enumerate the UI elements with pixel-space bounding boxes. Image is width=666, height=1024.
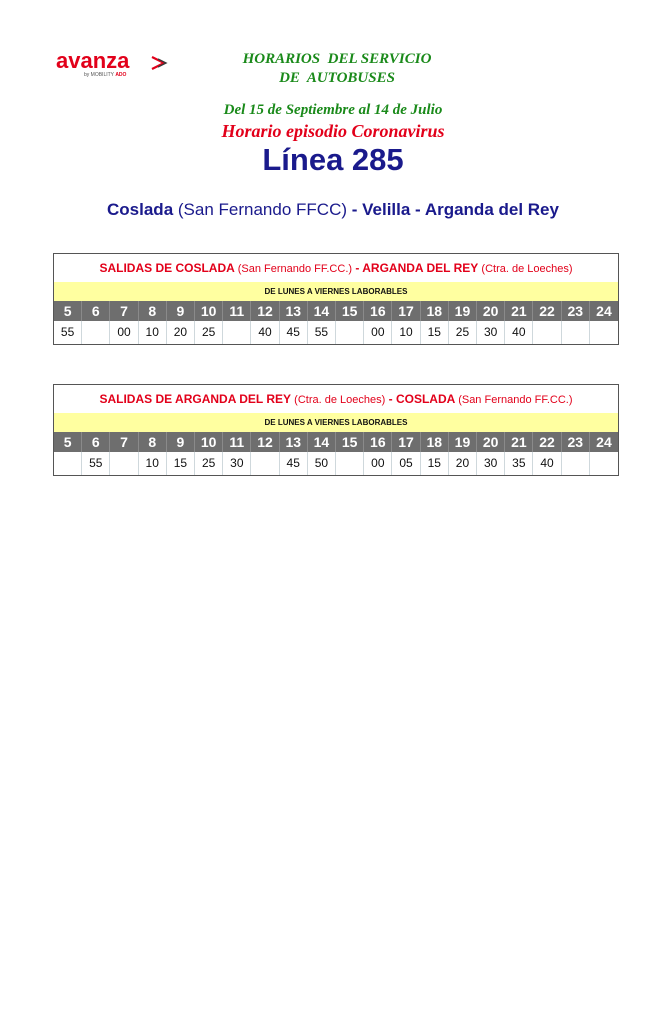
minute-cell: 50 <box>308 452 336 475</box>
route-rest: - Velilla - Arganda del Rey <box>351 200 559 219</box>
hour-cell: 18 <box>421 301 449 321</box>
hour-cell: 11 <box>223 301 251 321</box>
hour-cell: 17 <box>392 432 420 452</box>
hour-cell: 5 <box>54 432 82 452</box>
minute-cell: 10 <box>139 452 167 475</box>
minute-cell: 00 <box>364 321 392 344</box>
minute-cell <box>54 452 82 475</box>
minute-cell <box>336 452 364 475</box>
hour-cell: 10 <box>195 301 223 321</box>
timetable-destination-stop: (Ctra. de Loeches) <box>481 263 573 275</box>
service-heading <box>0 50 666 88</box>
minute-cell: 45 <box>280 452 308 475</box>
route-origin: Coslada <box>107 200 174 219</box>
hour-cell: 14 <box>308 301 336 321</box>
timetable-title <box>54 385 618 413</box>
minute-cell: 10 <box>392 321 420 344</box>
episode-label: Horario episodio Coronavirus <box>221 121 445 141</box>
minute-cell <box>590 452 618 475</box>
hour-cell: 24 <box>596 434 612 450</box>
hour-cell: 20 <box>477 432 505 452</box>
hour-cell: 9 <box>167 301 195 321</box>
timetable-title <box>54 254 618 282</box>
hour-cell: 14 <box>308 432 336 452</box>
hour-cell: 6 <box>82 432 110 452</box>
timetable-separator: - <box>385 392 396 406</box>
line-title: Línea 285 <box>262 142 404 177</box>
hour-cell: 8 <box>139 432 167 452</box>
timetable-destination-stop: (San Fernando FF.CC.) <box>458 394 573 406</box>
hour-cell: 15 <box>336 432 364 452</box>
route-description <box>0 200 666 220</box>
minute-cell: 40 <box>533 452 561 475</box>
minute-cell: 40 <box>251 321 279 344</box>
minute-cell: 40 <box>505 321 533 344</box>
hour-cell: 12 <box>251 301 279 321</box>
logo-wordmark: avanza <box>56 48 130 73</box>
logo-sub-prefix: by MOBILITY <box>84 72 114 78</box>
validity-dates: Del 15 de Septiembre al 14 de Julio <box>223 102 443 118</box>
minute-cell: 25 <box>195 321 223 344</box>
minute-cell <box>336 321 364 344</box>
timetable-origin-stop: (Ctra. de Loeches) <box>294 394 386 406</box>
hour-cell: 23 <box>562 301 590 321</box>
minute-cell: 55 <box>54 321 82 344</box>
hour-row <box>54 432 618 452</box>
hour-cell: 17 <box>392 301 420 321</box>
minute-cell: 35 <box>505 452 533 475</box>
minute-cell: 25 <box>449 321 477 344</box>
hour-cell: 21 <box>505 301 533 321</box>
service-heading-line2: DE AUTOBUSES <box>279 70 395 86</box>
minute-cell: 00 <box>364 452 392 475</box>
service-heading-line1: HORARIOS DEL SERVICIO <box>242 51 432 67</box>
route-origin-station: (San Fernando FFCC) <box>177 200 348 219</box>
hour-cell: 22 <box>533 432 561 452</box>
hour-cell: 12 <box>251 432 279 452</box>
hour-cell: 16 <box>364 301 392 321</box>
hour-cell: 18 <box>421 432 449 452</box>
minute-cell: 55 <box>308 321 336 344</box>
minute-cell: 15 <box>421 321 449 344</box>
timetable-origin: SALIDAS DE ARGANDA DEL REY <box>99 392 291 406</box>
hour-cell: 11 <box>223 432 251 452</box>
hour-cell: 19 <box>449 432 477 452</box>
minute-cell: 30 <box>477 321 505 344</box>
minute-cell <box>251 452 279 475</box>
timetable-days: DE LUNES A VIERNES LABORABLES <box>54 413 618 432</box>
hour-cell: 24 <box>596 303 612 319</box>
minute-cell <box>223 321 251 344</box>
minute-cell <box>533 321 561 344</box>
minute-row <box>54 452 618 475</box>
hour-cell: 15 <box>336 301 364 321</box>
minute-row <box>54 321 618 344</box>
logo-sub-suffix: ADO <box>115 72 127 78</box>
minute-cell <box>110 452 138 475</box>
hour-cell: 21 <box>505 432 533 452</box>
minute-cell: 10 <box>139 321 167 344</box>
hour-cell: 20 <box>477 301 505 321</box>
minute-cell: 05 <box>392 452 420 475</box>
hour-cell: 7 <box>110 432 138 452</box>
hour-cell: 5 <box>54 301 82 321</box>
hour-cell: 16 <box>364 432 392 452</box>
minute-cell <box>562 452 590 475</box>
minute-cell: 15 <box>167 452 195 475</box>
minute-cell: 00 <box>110 321 138 344</box>
minute-cell: 30 <box>223 452 251 475</box>
minute-cell: 15 <box>421 452 449 475</box>
minute-cell: 20 <box>449 452 477 475</box>
timetable-days: DE LUNES A VIERNES LABORABLES <box>54 282 618 301</box>
minute-cell: 25 <box>195 452 223 475</box>
timetable-destination: COSLADA <box>395 392 455 406</box>
hour-cell: 10 <box>195 432 223 452</box>
timetable-coslada-arganda <box>53 253 619 345</box>
hour-cell: 8 <box>139 301 167 321</box>
minute-cell <box>590 321 618 344</box>
hour-cell: 23 <box>562 432 590 452</box>
minute-cell: 55 <box>82 452 110 475</box>
hour-cell: 19 <box>449 301 477 321</box>
hour-cell: 13 <box>280 301 308 321</box>
timetable-origin: SALIDAS DE COSLADA <box>99 261 235 275</box>
minute-cell <box>562 321 590 344</box>
timetable-arganda-coslada <box>53 384 619 476</box>
hour-cell: 7 <box>110 301 138 321</box>
minute-cell: 45 <box>280 321 308 344</box>
timetable-destination: ARGANDA DEL REY <box>362 261 479 275</box>
hour-cell: 22 <box>533 301 561 321</box>
hour-cell: 13 <box>280 432 308 452</box>
minute-cell: 20 <box>167 321 195 344</box>
timetable-origin-stop: (San Fernando FF.CC.) <box>237 263 353 275</box>
minute-cell: 30 <box>477 452 505 475</box>
timetable-separator: - <box>352 261 363 275</box>
hour-cell: 9 <box>167 432 195 452</box>
minute-cell <box>82 321 110 344</box>
hour-cell: 6 <box>82 301 110 321</box>
hour-row <box>54 301 618 321</box>
